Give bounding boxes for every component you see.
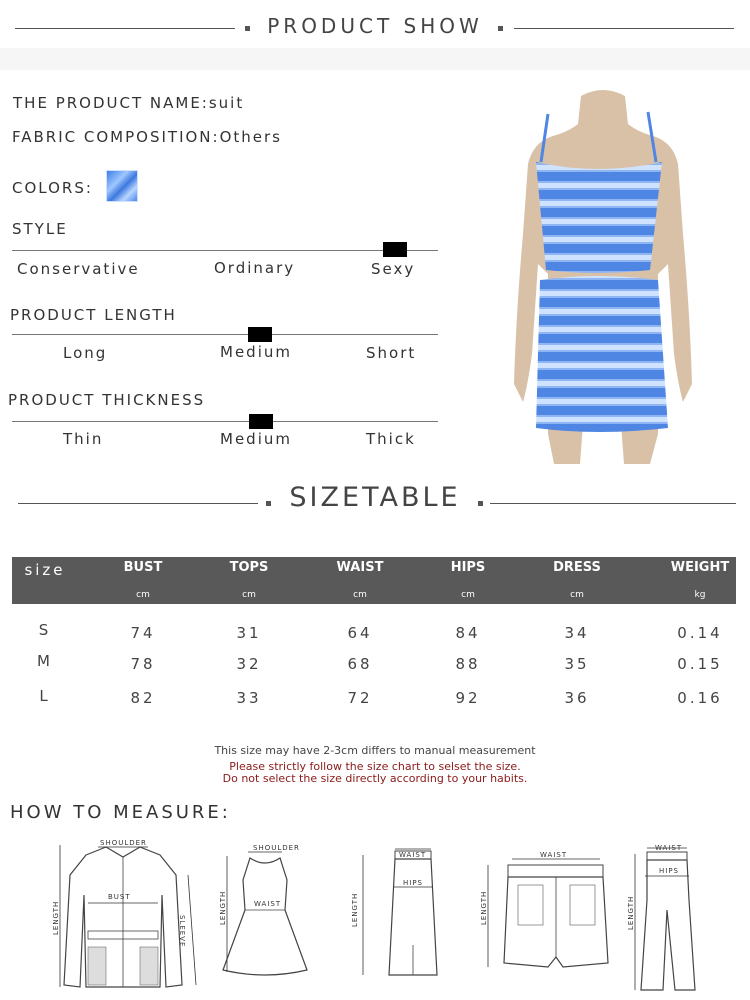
col-dress: DRESS	[553, 560, 601, 575]
table-row-l-weight: 0.16	[677, 689, 723, 707]
table-row-m-weight: 0.15	[677, 655, 723, 673]
thickness-scale-line	[12, 421, 438, 422]
skirt-waist-label: WAIST	[399, 851, 427, 859]
unit-waist: cm	[353, 590, 367, 600]
table-row-l-size: L	[39, 687, 51, 705]
length-option-long: Long	[63, 344, 108, 362]
note-habits: Do not select the size directly according to your habits.	[222, 772, 528, 785]
dress-shoulder-label: SHOULDER	[253, 844, 300, 852]
fabric-label: FABRIC COMPOSITION:	[12, 128, 220, 146]
thickness-title: PRODUCT THICKNESS	[8, 391, 206, 409]
product-name-label: THE PRODUCT NAME:	[13, 94, 209, 112]
dress-length-label: LENGTH	[219, 890, 227, 925]
product-photo	[478, 84, 728, 469]
skirt-length-label: LENGTH	[351, 892, 359, 927]
table-row-m-size: M	[37, 652, 53, 670]
product-show-header	[0, 8, 750, 48]
table-row-s-weight: 0.14	[677, 624, 723, 642]
table-row-s-waist: 64	[347, 624, 373, 642]
length-marker[interactable]	[248, 327, 272, 342]
thickness-marker[interactable]	[249, 414, 273, 429]
fabric-value: Others	[219, 128, 282, 146]
divider-line	[514, 28, 734, 29]
dress-waist-label: WAIST	[254, 900, 282, 908]
divider-line	[490, 503, 736, 504]
pants-waist-label: WAIST	[655, 844, 683, 852]
shorts-diagram	[478, 845, 618, 975]
col-tops: TOPS	[229, 560, 269, 575]
header-band	[0, 48, 750, 70]
unit-weight: kg	[694, 590, 706, 600]
pants-shape	[641, 860, 695, 990]
size-table-header	[12, 557, 736, 604]
style-title: STYLE	[12, 220, 68, 238]
jacket-shoulder-label: SHOULDER	[100, 839, 147, 847]
col-size: size	[24, 561, 66, 579]
dress-shape	[223, 858, 307, 975]
unit-dress: cm	[570, 590, 584, 600]
style-option-sexy: Sexy	[371, 260, 416, 278]
col-weight: WEIGHT	[670, 560, 730, 575]
table-row-m-waist: 68	[347, 655, 373, 673]
unit-hips: cm	[461, 590, 475, 600]
shorts-length-label: LENGTH	[480, 890, 488, 925]
table-row-l-tops: 33	[236, 689, 262, 707]
table-row-l-bust: 82	[130, 689, 156, 707]
note-follow-chart: Please strictly follow the size chart to selset the size.	[229, 760, 521, 773]
length-scale-line	[12, 334, 438, 335]
table-row-s-tops: 31	[236, 624, 262, 642]
colors-label: COLORS:	[12, 179, 93, 197]
table-row-s-dress: 34	[564, 624, 590, 642]
table-row-m-tops: 32	[236, 655, 262, 673]
jacket-sleeve-label: SLEEVE	[178, 915, 186, 948]
table-row-s-bust: 74	[130, 624, 156, 642]
dress-diagram	[215, 840, 315, 985]
col-waist: WAIST	[336, 560, 384, 575]
table-row-l-waist: 72	[347, 689, 373, 707]
fabric-row	[12, 128, 282, 146]
table-row-l-dress: 36	[564, 689, 590, 707]
skirt-diagram	[345, 845, 445, 985]
divider-dot	[478, 501, 483, 506]
length-option-short: Short	[366, 344, 417, 362]
pants-diagram	[625, 840, 705, 995]
skirt-hips-label: HIPS	[403, 879, 423, 887]
crop-top	[536, 162, 662, 273]
col-hips: HIPS	[450, 560, 486, 575]
style-marker[interactable]	[383, 242, 407, 257]
length-option-medium: Medium	[220, 343, 292, 361]
table-row-l-hips: 92	[455, 689, 481, 707]
pants-length-label: LENGTH	[627, 895, 635, 930]
table-row-s-hips: 84	[455, 624, 481, 642]
divider-dot	[498, 26, 503, 31]
style-option-conservative: Conservative	[17, 260, 140, 278]
style-scale-line	[12, 250, 438, 251]
table-row-m-hips: 88	[455, 655, 481, 673]
product-name-value: suit	[208, 94, 245, 112]
sizetable-title: SIZETABLE	[289, 482, 461, 513]
thickness-option-thick: Thick	[366, 430, 416, 448]
unit-tops: cm	[242, 590, 256, 600]
style-option-ordinary: Ordinary	[214, 259, 296, 277]
thickness-option-thin: Thin	[63, 430, 104, 448]
table-row-m-dress: 35	[564, 655, 590, 673]
product-name-row	[13, 94, 244, 112]
note-measurement: This size may have 2-3cm differs to manual measurement	[214, 744, 536, 757]
shorts-waist-label: WAIST	[540, 851, 568, 859]
pants-hips-label: HIPS	[659, 867, 679, 875]
table-row-m-bust: 78	[130, 655, 156, 673]
jacket-length-label: LENGTH	[52, 900, 60, 935]
product-show-title: PRODUCT SHOW	[267, 14, 483, 38]
table-row-s-size: S	[38, 621, 52, 639]
col-bust: BUST	[123, 560, 163, 575]
jacket-diagram	[48, 835, 198, 995]
mini-skirt	[536, 276, 668, 432]
jacket-bust-label: BUST	[108, 893, 131, 901]
unit-bust: cm	[136, 590, 150, 600]
sizetable-header	[0, 482, 750, 522]
color-swatch[interactable]	[106, 170, 138, 202]
thickness-option-medium: Medium	[220, 430, 292, 448]
how-to-measure-title: HOW TO MEASURE:	[10, 802, 231, 823]
length-title: PRODUCT LENGTH	[10, 306, 177, 324]
